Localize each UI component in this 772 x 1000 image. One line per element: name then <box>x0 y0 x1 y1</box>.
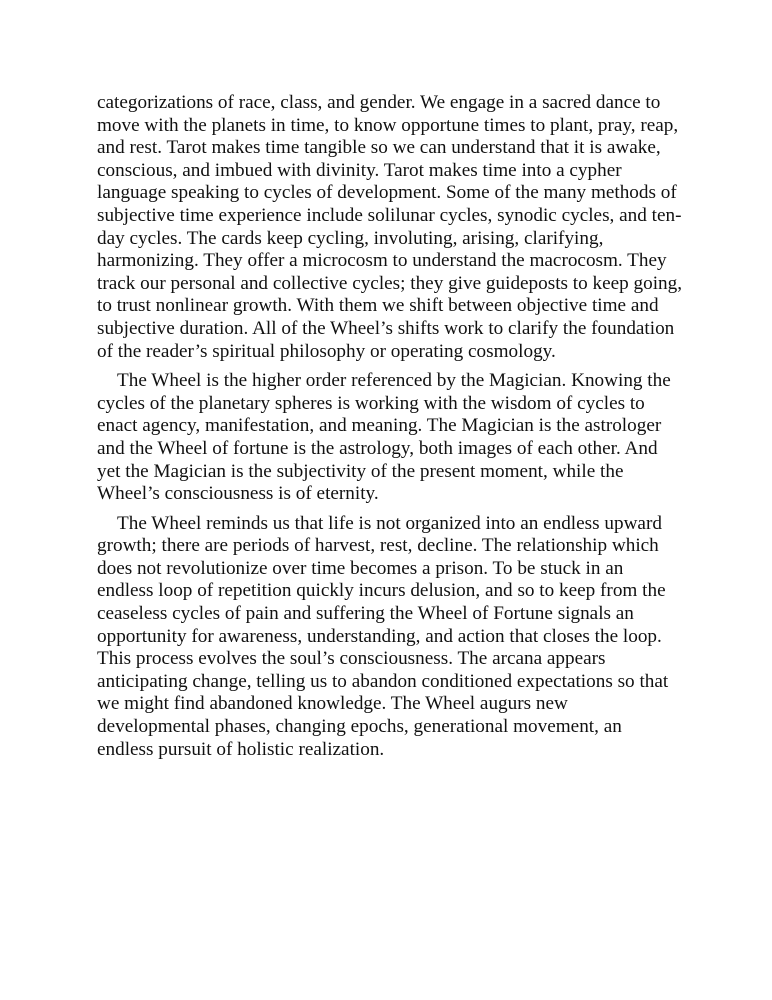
paragraph-3 <box>97 513 667 762</box>
text-line: cycles of the planetary spheres is working with the wisdom of cycles to <box>97 392 645 414</box>
text-line: subjective duration. All of the Wheel’s shifts work to clarify the foundation <box>97 317 675 339</box>
text-line: and the Wheel of fortune is the astrology, both images of each other. And <box>97 437 658 459</box>
text-line: yet the Magician is the subjectivity of the present moment, while the <box>97 460 624 482</box>
text-line: to trust nonlinear growth. With them we shift between objective time and <box>97 295 659 317</box>
text-line: categorizations of race, class, and gender. We engage in a sacred dance to <box>97 92 661 113</box>
text-line: developmental phases, changing epochs, generational movement, an <box>97 716 622 738</box>
text-line: anticipating change, telling us to abandon conditioned expectations so that <box>97 670 669 692</box>
text-line: The Wheel reminds us that life is not organized into an endless upward <box>117 512 662 534</box>
text-line: endless loop of repetition quickly incurs delusion, and so to keep from the <box>97 580 666 602</box>
page-body <box>97 92 683 768</box>
text-line: growth; there are periods of harvest, rest, decline. The relationship which <box>97 535 659 557</box>
paragraph-2 <box>97 370 671 506</box>
text-line: conscious, and imbued with divinity. Tarot makes time into a cypher <box>97 159 622 181</box>
text-line: language speaking to cycles of development. Some of the many methods of <box>97 182 677 204</box>
text-line: day cycles. The cards keep cycling, involuting, arising, clarifying, <box>97 227 604 249</box>
text-line: track our personal and collective cycles; they give guideposts to keep going, <box>97 272 683 294</box>
text-line: of the reader’s spiritual philosophy or operating cosmology. <box>97 340 556 362</box>
text-line: does not revolutionize over time becomes a prison. To be stuck in an <box>97 557 624 579</box>
text-line: subjective time experience include solilunar cycles, synodic cycles, and ten- <box>97 204 682 226</box>
text-line: move with the planets in time, to know opportune times to plant, pray, reap, <box>97 114 679 136</box>
text-line: we might find abandoned knowledge. The Wheel augurs new <box>97 693 568 715</box>
text-line: and rest. Tarot makes time tangible so we can understand that it is awake, <box>97 137 661 159</box>
text-line: enact agency, manifestation, and meaning. The Magician is the astrologer <box>97 415 662 437</box>
text-line: ceaseless cycles of pain and suffering the Wheel of Fortune signals an <box>97 603 634 625</box>
text-line: endless pursuit of holistic realization. <box>97 738 385 760</box>
text-line: Wheel’s consciousness is of eternity. <box>97 483 379 505</box>
text-line: The Wheel is the higher order referenced by the Magician. Knowing the <box>117 370 671 392</box>
paragraph-1 <box>97 92 683 363</box>
text-line: harmonizing. They offer a microcosm to understand the macrocosm. They <box>97 250 667 272</box>
text-line: This process evolves the soul’s consciousness. The arcana appears <box>97 648 606 670</box>
text-line: opportunity for awareness, understanding, and action that closes the loop. <box>97 625 662 647</box>
